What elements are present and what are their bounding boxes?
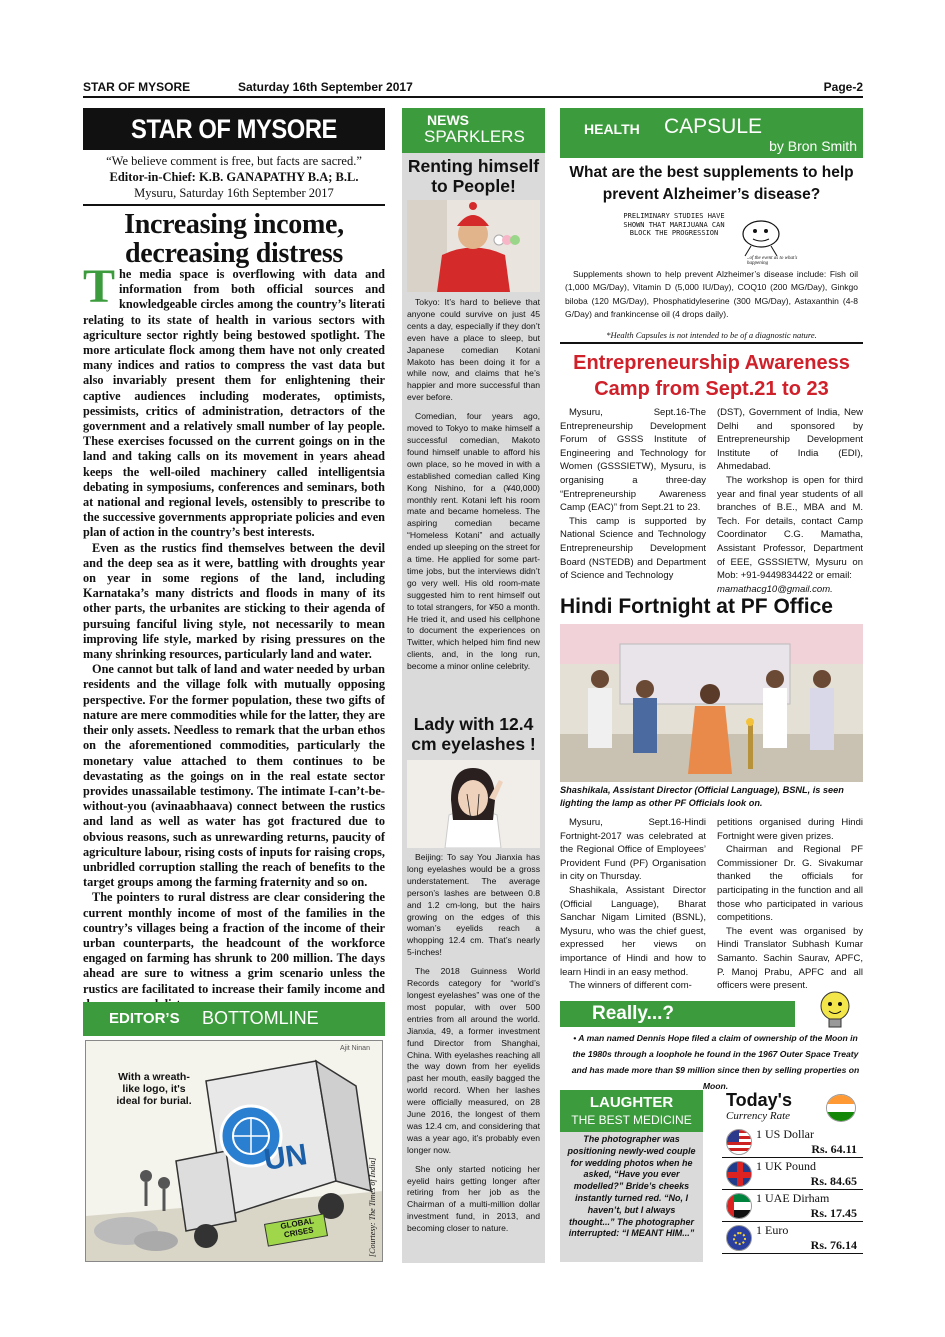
- india-flag-icon: [826, 1094, 856, 1122]
- us-flag-icon: [726, 1129, 752, 1155]
- headline-line-1: Increasing income,: [124, 209, 344, 240]
- currency-value: Rs. 17.45: [810, 1206, 857, 1220]
- story1-paragraph-2: Comedian, four years ago, moved to Tokyo to make himself a successful comedian, Makoto found himself unable to afford his own place, so he moved in with a established comedian called King Kong Nishino, for a (¥40,000) monthly rent. Kotani left his room mate and became homeless. The aspiring comedian became “Homeless Kotani” and actually ended up sleeping on the street for a time. He applied for some part-time jobs, but the interviews didn’t go very well. His old room-mate suggested him to rent himself out to total strangers, for ¥50 a month. He tried it, and used his cellphone to document the experiences on Twitter, which helped him find new clients, and, in the long run, become a minor online celebrity.: [407, 411, 540, 672]
- masthead-title: STAR OF MYSORE: [131, 114, 337, 144]
- lightbulb-icon: [812, 988, 858, 1032]
- currency-name: 1 Euro: [756, 1223, 789, 1237]
- story1-paragraph-1: Tokyo: It’s hard to believe that anyone could survive on just 45 cents a day, especially if they don’t even have a place to sleep, but Japanese comedian Kotani Makoto has been doing it for a while now, and claims that he’s happier and more successful than ever before.: [407, 297, 540, 403]
- story1-text: [407, 297, 540, 680]
- pf-caption: Shashikala, Assistant Director (Official Language), BSNL, is seen lighting the lamp as other PF Officials look on.: [560, 785, 844, 808]
- really-banner: [560, 1001, 795, 1027]
- editorial-paragraph-4: The pointers to rural distress are clear considering the current monthly income of most of the families in the country’s villages being a fraction of the income of their urban counterparts, the headcount of the workforce engaged on farming has shrunk to 200 million. The days ahead are sure to witness a grim scenario unless the rustics are facilitated to increase their family income and: [83, 890, 385, 996]
- currency-row-usd: [722, 1126, 863, 1158]
- currency-title: Today's: [726, 1090, 792, 1110]
- editorial-paragraph-1: he media space is overflowing with data and information from both official sources and knowledgeable circles among the country’s literati relating to its state of health in various sectors with agriculture sector rightly being bestowed spotlight. The more articulate flock among them have not only created many indices and ratios to compress the vast data but also invariably present them for enlightening their captive audiences including moderates, optimists, pessimists, critics of administration, detractors of the government and a relatively small number of lay people. These exercises focussed on the current goings on in the land and taking calls on its movement in years ahead keeps the well-oiled machinery called intelligentsia debating in symposiums, conferences and seminars, both at national and regional levels, ostensibly to prescribe to the successive governments appropriate policies and even plan of action in the country’s best interests.: [83, 267, 385, 540]
- header-date: Saturday 16th September 2017: [238, 80, 413, 94]
- health-body: Supplements shown to help prevent Alzheimer’s disease include: Fish oil (1,000 MG/Day), Vitamin D (5,000 IU/Day), COQ10 (200 MG/Day), Ginkgo biloba (120 MG/Day), Phosphatidyleserine (300 MG/Day), Astaxanthin (4-8 G/Day) and frankincense oil (4 drops daily).: [565, 269, 858, 320]
- pf-headline: Hindi Fortnight at PF Office: [560, 595, 833, 618]
- comedian-illustration: [407, 200, 540, 292]
- editorial-paragraph-3: One cannot but talk of land and water needed by urban residents and the village folk with mutually opposing perspective. For the former population, these two gifts of nature are mere commodities while for the latter, they are their only assets. Needless to remark that the urban ethos on the aforementioned commodities, particularly the monetary value attached to them continues to be devastating as the goings on in the real estate sector provides unassailable testimony. The intimate I-can’t-be-without-you (avinaabhaava) connect between the rustics and land as well as water has got fractured due to obvious reasons, such as unrewarding returns, paucity of agriculture labour, rising costs of inputs for raising crops, unbridled corruption stalling the reach of benefits to the target groups among the farming fraternity and so on.: [83, 662, 385, 890]
- laughter-banner: [560, 1090, 703, 1132]
- currency-name: 1 UAE Dirham: [756, 1191, 830, 1205]
- sparklers-label-2: SPARKLERS: [424, 127, 525, 146]
- uk-flag-icon: [726, 1161, 752, 1187]
- eu-flag-icon: [726, 1225, 752, 1251]
- entrepreneurship-col-right: [717, 406, 863, 596]
- masthead: [83, 108, 385, 150]
- story2-text: [407, 852, 540, 1242]
- ent-left-paragraph-1: Mysuru, Sept.16-The Entrepreneurship Development Forum of GSSS Institute of Engineering and Technology for Women (GSSSIETW), Mysuru, is organising a three-day “Entrepreneurship Awareness Camp (EAC)” from Sept.21 to 23.: [560, 407, 706, 514]
- currency-value: Rs. 76.14: [810, 1238, 857, 1252]
- dropcap: T: [83, 260, 116, 313]
- pf-left-paragraph-1: Mysuru, Sept.16-Hindi Fortnight-2017 was celebrated at the Regional Office of Employees’ Provident Fund (PF) Organisation in city on Thursday.: [560, 817, 706, 883]
- currency-name: 1 US Dollar: [756, 1127, 814, 1141]
- crises-sign: GLOBAL CRISES: [279, 1216, 315, 1240]
- pf-col-right: [717, 816, 863, 993]
- pf-left-paragraph-3: The winners of different com-: [569, 980, 692, 992]
- news-sparklers-banner: [402, 108, 545, 153]
- masthead-editor: Editor-in-Chief: K.B. GANAPATHY B.A; B.L.: [109, 170, 359, 184]
- cartoon-credit: [Courtesy: The Times of India]: [368, 1157, 377, 1257]
- truck-text: UN: [261, 1138, 310, 1177]
- story2-headline: Lady with 12.4 cm eyelashes !: [411, 714, 536, 754]
- bottomline-label-bold: EDITOR’S: [109, 1010, 180, 1027]
- doodle-caption: ..of the event as to what's happening: [747, 256, 798, 266]
- health-capsule-banner: [560, 108, 863, 158]
- story1-headline: Renting himself to People!: [407, 156, 540, 196]
- pf-photo-illustration: [560, 624, 863, 782]
- uae-flag-icon: [726, 1193, 752, 1219]
- ent-right-paragraph-1: (DST), Government of India, New Delhi and sponsored by Entrepreneurship Development Institute of India (EDI), Ahmedabad.: [717, 407, 863, 473]
- entrepreneurship-headline-2: Camp from Sept.21 to 23: [594, 378, 829, 400]
- editorial-headline: [83, 210, 385, 268]
- page-header: [83, 78, 863, 98]
- bottomline-banner: [83, 1002, 385, 1036]
- entrepreneurship-col-left: [560, 406, 706, 583]
- currency-row-gbp: [722, 1158, 863, 1190]
- pf-right-paragraph-1: petitions organised during Hindi Fortnight were given prizes.: [717, 817, 863, 842]
- story2-paragraph-2: The 2018 Guinness World Records category for “world’s longest eyelashes” was one of the most popular, with over 500 entries from all around the world. Jianxia, 49, a former investment fund Director from Shanghai, China. With eyelashes reaching all the way down from her eyelids past her mouth, easily bagged the world record. When her lashes were officially measured, on 28 June 2016, the longest of them was 12.4 cm, and considering that was a year ago, it’s probably even longer now.: [407, 966, 540, 1155]
- health-byline: by Bron Smith: [769, 138, 857, 154]
- ent-email[interactable]: mamathacg10@gmail.com.: [717, 583, 833, 595]
- cartoon-caption: With a wreath-like logo, it's ideal for burial.: [116, 1071, 192, 1107]
- currency-name: 1 UK Pound: [756, 1159, 817, 1173]
- currency-row-eur: [722, 1222, 863, 1254]
- health-question: What are the best supplements to help prevent Alzheimer’s disease?: [569, 164, 854, 203]
- header-page-number: Page-2: [823, 80, 863, 94]
- story2-paragraph-1: Beijing: To say You Jianxia has long eyelashes would be a gross understatement. The average person’s lashes are between 0.8 and 1.2 cm-long, but the hairs growing on the edges of this woman’s eyelids reach a whopping 12.4 cm. That’s nearly 5-inches!: [407, 852, 540, 958]
- eyelashes-photo: [407, 760, 540, 848]
- eyelashes-illustration: [407, 760, 540, 848]
- comedian-photo: [407, 200, 540, 292]
- editorial-cartoon: [85, 1040, 383, 1262]
- pf-left-paragraph-2: Shashikala, Assistant Director (Official Language), Bharat Sanchar Nigam Limited (BSNL), Mysuru, who was the chief guest, expressed her views on importance of Hindi and how to learn Hindi in an easy method.: [560, 884, 706, 978]
- pf-photo: [560, 624, 863, 782]
- pf-col-left: [560, 816, 706, 993]
- health-label-light: CAPSULE: [664, 115, 763, 138]
- really-fact-text: A man named Dennis Hope filed a claim of ownership of the Moon in the 1980s through a loophole he found in the 1967 Outer Space Treaty and has made more than $9 million since then by selling properties on Moon.: [571, 1033, 860, 1091]
- health-doodle: [615, 212, 815, 264]
- really-fact: • A man named Dennis Hope filed a claim of ownership of the Moon in the 1980s through a loophole he found in the 1967 Outer Space Treaty and has made more than $9 million since then by selling properties on Moon.: [571, 1033, 860, 1091]
- sparklers-label-1: NEWS: [427, 112, 469, 128]
- masthead-motto: “We believe comment is free, but facts are sacred.”: [106, 154, 362, 168]
- currency-subtitle: Currency Rate: [726, 1110, 791, 1122]
- pf-right-paragraph-3: The event was organised by Hindi Translator Subhash Kumar Samanto. Sachin Saurav, APFC, P. Manoj Prabu, APFC and all officers were present.: [717, 925, 863, 992]
- entrepreneurship-headline-1: Entrepreneurship Awareness: [573, 352, 850, 374]
- entrepreneurship-headline: [560, 350, 863, 402]
- editorial-body: [83, 260, 385, 1012]
- editorial-paragraph-2: Even as the rustics find themselves between the devil and the deep sea as it were, battling with droughts year on year in some regions of the land, including Karnataka’s many districts and floods in many of its other parts, the urbanites are sticking to their agenda of pursuing fanciful living style, not necessarily to mean improving life style, marked by rising pressures on the many shrinking resources, particularly land and water.: [83, 540, 385, 662]
- masthead-rule: [83, 204, 385, 206]
- story2-paragraph-3: She only started noticing her eyelid hairs getting longer after retiring from her job as the Chairman of a multi-million dollar investment fund, in 2013, and becoming closer to nature.: [407, 1163, 540, 1234]
- pf-right-paragraph-2: Chairman and Regional PF Commissioner Dr. G. Sivakumar thanked the officials for participating in the function and all those who participated in various competitions.: [717, 844, 863, 924]
- doodle-text: PRELIMINARY STUDIES HAVE SHOWN THAT MARIJUANA CAN BLOCK THE PROGRESSION: [623, 212, 725, 237]
- ent-right-paragraph-2: The workshop is open for third year and final year students of all branches of B.E., MBA and M. Tech. For details, contact Camp Coordinator C.G. Mamatha, Assistant Professor, Department of EEE, GSSSIETW, Mysuru on Mob: +91-9449834422 or email:: [717, 474, 863, 582]
- health-rule: [560, 342, 863, 344]
- currency-row-aed: [722, 1190, 863, 1222]
- laughter-label-2: THE BEST MEDICINE: [571, 1113, 692, 1127]
- laughter-label-1: LAUGHTER: [589, 1094, 674, 1111]
- header-paper-name: STAR OF MYSORE: [83, 80, 191, 94]
- health-note: *Health Capsules is not intended to be of a diagnostic nature.: [606, 330, 817, 340]
- really-label: Really...?: [592, 1003, 675, 1024]
- currency-value: Rs. 84.65: [810, 1174, 857, 1188]
- ent-left-paragraph-2: This camp is supported by National Science and Technology Entrepreneurship Development Board (NSTEDB) and Department of Science and Technology: [560, 515, 706, 582]
- laughter-text: The photographer was positioning newly-wed couple for wedding photos when he asked, “Have you ever modelled?” Bride’s cheeks instantly turned red. “No, I haven’t, but I always thought...” The photographer interrupted: “I MEANT HIM...”: [567, 1134, 696, 1239]
- headline-line-2: decreasing distress: [124, 238, 344, 269]
- bottomline-label-light: BOTTOMLINE: [202, 1008, 319, 1028]
- health-label-bold: HEALTH: [584, 121, 640, 137]
- cartoon-signature: Ajit Ninan: [340, 1045, 370, 1052]
- doodle-figure: [733, 214, 793, 259]
- currency-value: Rs. 64.11: [811, 1142, 857, 1156]
- masthead-dateline: Mysuru, Saturday 16th September 2017: [134, 186, 334, 200]
